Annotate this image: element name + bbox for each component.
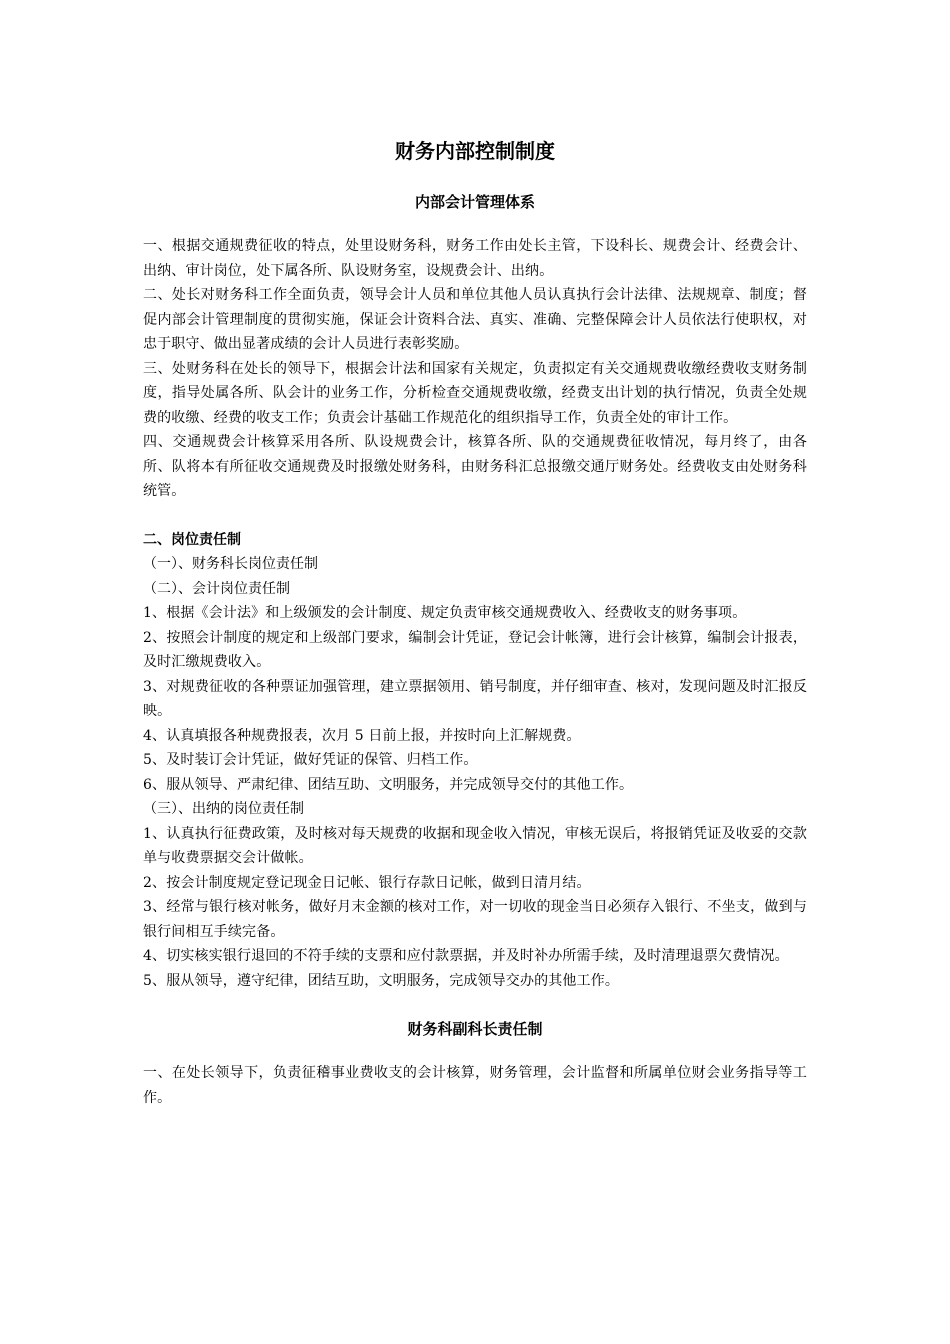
list-item: 4、认真填报各种规费报表，次月 5 日前上报，并按时向上汇解规费。	[143, 727, 581, 744]
section-heading-job-responsibility: 二、岗位责任制	[143, 531, 241, 548]
document-title: 财务内部控制制度	[395, 139, 555, 163]
list-item: 2、按会计制度规定登记现金日记帐、银行存款日记帐，做到日清月结。	[143, 874, 591, 891]
list-item: 1、根据《会计法》和上级颁发的会计制度、规定负责审核交通规费收入、经费收支的财务事项。	[143, 605, 747, 621]
section-heading-deputy-chief: 财务科副科长责任制	[407, 1020, 543, 1038]
paragraph: 二、处长对财务科工作全面负责，领导会计人员和单位其他人员认真执行会计法律、法规规章、制度；督促内部会计管理制度的贯彻实施，保证会计资料合法、真实、准确、完整保障会计人员依法行使职权，对忠于职守、做出显著成绩的会计人员进行表彰奖励。	[143, 287, 807, 352]
document-page	[143, 136, 807, 1110]
list-item: 5、及时装订会计凭证，做好凭证的保管、归档工作。	[143, 752, 478, 768]
section-heading-accounting-system: 内部会计管理体系	[414, 193, 535, 211]
list-item: 4、切实核实银行退回的不符手续的支票和应付款票据，并及时补办所需手续，及时清理退票欠费情况。	[143, 948, 789, 964]
list-item: 3、经常与银行核对帐务，做好月末金额的核对工作，对一切收的现金当日必须存入银行、不坐支，做到与银行间相互手续完备。	[143, 899, 807, 940]
paragraph: 一、根据交通规费征收的特点，处里设财务科，财务工作由处长主管，下设科长、规费会计、经费会计、出纳、审计岗位，处下属各所、队设财务室，设规费会计、出纳。	[143, 238, 807, 279]
list-item: 2、按照会计制度的规定和上级部门要求，编制会计凭证，登记会计帐簿，进行会计核算，编制会计报表，及时汇缴规费收入。	[143, 629, 807, 670]
list-item: 1、认真执行征费政策，及时核对每天规费的收据和现金收入情况，审核无误后，将报销凭证及收妥的交款单与收费票据交会计做帐。	[143, 825, 807, 866]
list-item: 3、对规费征收的各种票证加强管理，建立票据领用、销号制度，并仔细审查、核对，发现问题及时汇报反映。	[143, 678, 807, 719]
subheading-cashier: （三）、出纳的岗位责任制	[143, 801, 304, 817]
list-item: 5、服从领导，遵守纪律，团结互助，文明服务，完成领导交办的其他工作。	[143, 972, 620, 989]
subheading-finance-chief: （一）、财务科长岗位责任制	[143, 556, 318, 572]
list-item: 6、服从领导、严肃纪律、团结互助、文明服务，并完成领导交付的其他工作。	[143, 776, 634, 793]
paragraph: 四、交通规费会计核算采用各所、队设规费会计，核算各所、队的交通规费征收情况，每月终了，由各所、队将本有所征收交通规费及时报缴处财务科，由财务科汇总报缴交通厅财务处。经费收支由处财务科统管。	[143, 434, 807, 499]
paragraph: 三、处财务科在处长的领导下，根据会计法和国家有关规定，负责拟定有关交通规费收缴经费收支财务制度，指导处属各所、队会计的业务工作，分析检查交通规费收缴，经费支出计划的执行情况，负责全处规费的收缴、经费的收支工作；负责会计基础工作规范化的组织指导工作，负责全处的审计工作。	[143, 360, 807, 426]
paragraph: 一、在处长领导下，负责征稽事业费收支的会计核算，财务管理，会计监督和所属单位财会业务指导等工作。	[143, 1065, 807, 1106]
subheading-accountant: （二）、会计岗位责任制	[143, 580, 290, 597]
